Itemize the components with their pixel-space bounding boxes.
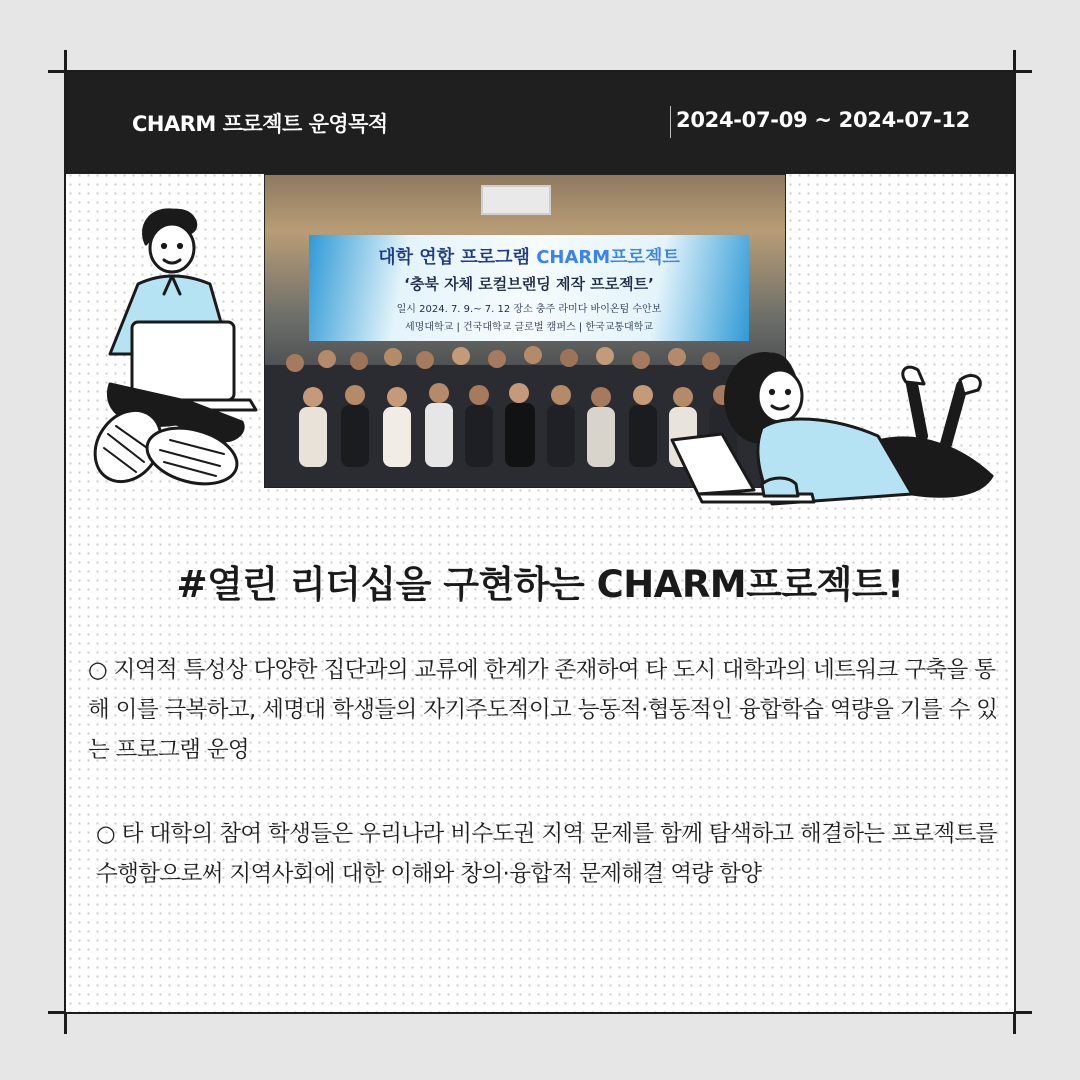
illustration-woman-with-laptop [662, 344, 1014, 514]
header-bar [66, 72, 1014, 174]
ceiling-light [481, 185, 551, 215]
header-divider [670, 106, 671, 138]
paragraph-purpose-1: ○ 지역적 특성상 다양한 집단과의 교류에 한계가 존재하여 타 도시 대학과의 네트워크 구축을 통해 이를 극복하고, 세명대 학생들의 자기주도적이고 능동적·협동적인 융합학습 역량을 기를 수 있는 프로그램 운영 [88, 657, 998, 763]
banner-subtitle: ‘충북 자체 로컬브랜딩 제작 프로젝트’ [404, 275, 654, 293]
banner-schools: 세명대학교 | 건국대학교 글로벌 캠퍼스 | 한국교통대학교 [405, 322, 653, 333]
banner-info: 일시 2024. 7. 9.~ 7. 12 장소 충주 라미다 바이온텀 수안보 [396, 304, 662, 315]
header-title: CHARM 프로젝트 운영목적 [132, 112, 388, 136]
banner-title-prefix: 대학 연합 프로그램 [378, 247, 530, 268]
banner-title [309, 243, 749, 269]
headline: #열린 리더십을 구현하는 CHARM프로젝트! [176, 563, 904, 606]
header-date-range: 2024-07-09 ~ 2024-07-12 [676, 108, 970, 132]
paragraph-purpose-2: ○ 타 대학의 참여 학생들은 우리나라 비수도권 지역 문제를 함께 탐색하고 해결하는 프로젝트를 수행함으로써 지역사회에 대한 이해와 창의·융합적 문제해결 역량 함양 [96, 821, 997, 887]
banner-title-accent: CHARM프로젝트 [536, 247, 680, 268]
content-panel [66, 72, 1014, 1012]
photo-banner [309, 235, 749, 341]
illustration-man-with-laptop [80, 204, 270, 494]
